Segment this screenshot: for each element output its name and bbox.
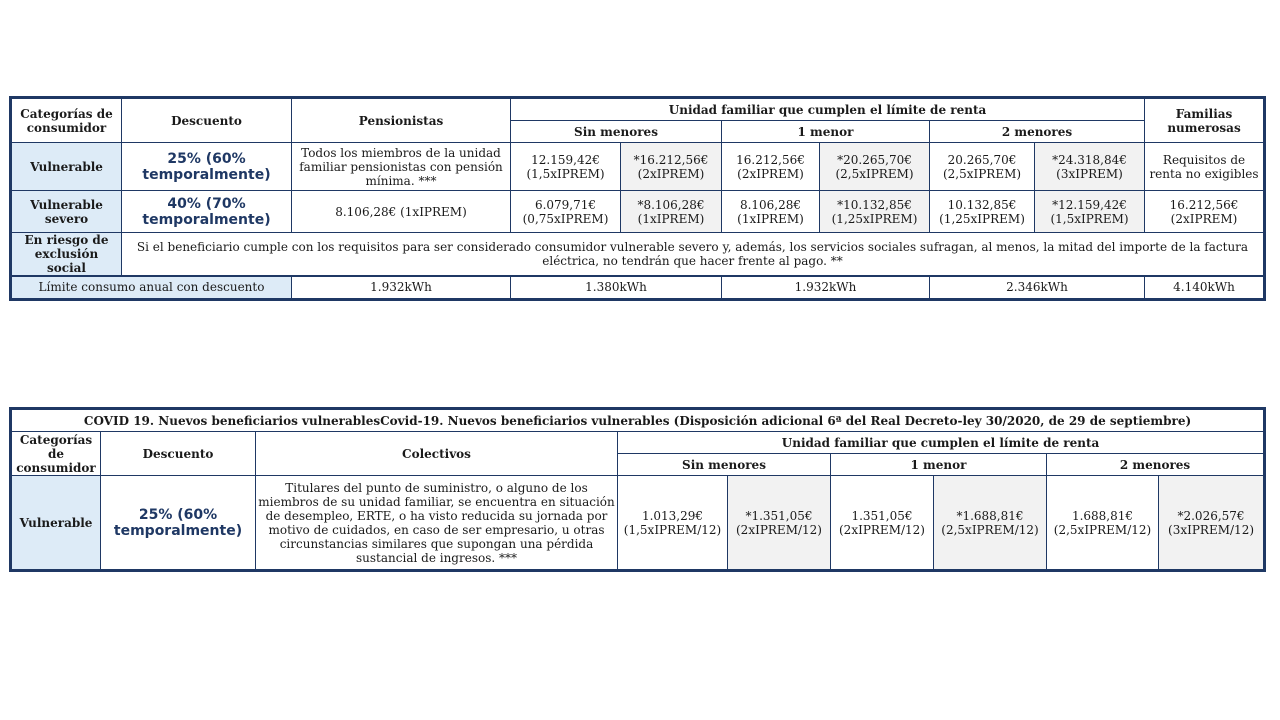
limite-value: 4.140kWh — [1145, 276, 1264, 298]
header-familias-numerosas: Familias numerosas — [1145, 99, 1264, 143]
cell-2-menores-alt: *24.318,84€ (3xIPREM) — [1035, 143, 1145, 191]
cell-sin-menores-alt: *1.351,05€ (2xIPREM/12) — [728, 476, 831, 570]
discount-vulnerable: 25% (60% temporalmente) — [101, 476, 256, 570]
header-pensionistas: Pensionistas — [292, 99, 511, 143]
covid-table-title: COVID 19. Nuevos beneficiarios vulnerablesCovid-19. Nuevos beneficiarios vulnerables (Disposición adicional 6ª del Real Decreto-ley 30/2020, de 29 de septiembre) — [12, 410, 1264, 432]
header-descuento: Descuento — [122, 99, 292, 143]
table-row — [12, 191, 1264, 233]
cell-sin-menores: 6.079,71€ (0,75xIPREM) — [511, 191, 621, 233]
row-label-vulnerable-severo: Vulnerable severo — [12, 191, 122, 233]
cell-1-menor-alt: *10.132,85€ (1,25xIPREM) — [820, 191, 930, 233]
limite-value: 1.932kWh — [292, 276, 511, 298]
discount-vulnerable-severo: 40% (70% temporalmente) — [122, 191, 292, 233]
header-sin-menores: Sin menores — [618, 454, 831, 476]
limite-value: 1.932kWh — [722, 276, 930, 298]
cell-1-menor: 1.351,05€ (2xIPREM/12) — [831, 476, 934, 570]
cell-1-menor: 16.212,56€ (2xIPREM) — [722, 143, 820, 191]
limite-value: 2.346kWh — [930, 276, 1145, 298]
cell-sin-menores: 1.013,29€ (1,5xIPREM/12) — [618, 476, 728, 570]
cell-1-menor-alt: *20.265,70€ (2,5xIPREM) — [820, 143, 930, 191]
row-label-vulnerable: Vulnerable — [12, 476, 101, 570]
cell-1-menor: 8.106,28€ (1xIPREM) — [722, 191, 820, 233]
header-1-menor: 1 menor — [722, 121, 930, 143]
cell-2-menores: 20.265,70€ (2,5xIPREM) — [930, 143, 1035, 191]
header-2-menores: 2 menores — [930, 121, 1145, 143]
header-2-menores: 2 menores — [1047, 454, 1264, 476]
table-row — [12, 233, 1264, 277]
cell-2-menores-alt: *12.159,42€ (1,5xIPREM) — [1035, 191, 1145, 233]
cell-1-menor-alt: *1.688,81€ (2,5xIPREM/12) — [934, 476, 1047, 570]
covid-beneficiaries-table — [11, 409, 1264, 570]
cell-2-menores: 1.688,81€ (2,5xIPREM/12) — [1047, 476, 1159, 570]
colectivos-text: Titulares del punto de suministro, o alguno de los miembros de su unidad familiar, se encuentra en situación de desempleo, ERTE, o ha visto reducida su jornada por motivo de cuidados, en caso de ser empresario, u otras circunstancias similares que supongan una pérdida sustancial de ingresos. *** — [256, 476, 618, 570]
cell-sin-menores-alt: *8.106,28€ (1xIPREM) — [621, 191, 722, 233]
table-row — [12, 276, 1264, 298]
cell-2-menores: 10.132,85€ (1,25xIPREM) — [930, 191, 1035, 233]
header-unidad-familiar: Unidad familiar que cumplen el límite de renta — [618, 432, 1264, 454]
header-categorias: Categorías de consumidor — [12, 99, 122, 143]
pensionistas-severo: 8.106,28€ (1xIPREM) — [292, 191, 511, 233]
row-label-riesgo: En riesgo de exclusión social — [12, 233, 122, 277]
limite-label: Límite consumo anual con descuento — [12, 276, 292, 298]
cell-sin-menores-alt: *16.212,56€ (2xIPREM) — [621, 143, 722, 191]
table-row — [12, 476, 1264, 570]
header-categorias: Categorías de consumidor — [12, 432, 101, 476]
discount-vulnerable: 25% (60% temporalmente) — [122, 143, 292, 191]
cell-2-menores-alt: *2.026,57€ (3xIPREM/12) — [1159, 476, 1264, 570]
row-label-vulnerable: Vulnerable — [12, 143, 122, 191]
header-colectivos: Colectivos — [256, 432, 618, 476]
table-row — [12, 143, 1264, 191]
limite-value: 1.380kWh — [511, 276, 722, 298]
familias-vulnerable: Requisitos de renta no exigibles — [1145, 143, 1264, 191]
vulnerable-consumer-table — [11, 98, 1264, 299]
header-descuento: Descuento — [101, 432, 256, 476]
cell-sin-menores: 12.159,42€ (1,5xIPREM) — [511, 143, 621, 191]
header-1-menor: 1 menor — [831, 454, 1047, 476]
familias-severo: 16.212,56€ (2xIPREM) — [1145, 191, 1264, 233]
header-sin-menores: Sin menores — [511, 121, 722, 143]
riesgo-text: Si el beneficiario cumple con los requisitos para ser considerado consumidor vulnerable severo y, además, los servicios sociales sufragan, al menos, la mitad del importe de la factura eléctrica, no tendrán que hacer frente al pago. ** — [122, 233, 1264, 277]
header-unidad-familiar: Unidad familiar que cumplen el límite de renta — [511, 99, 1145, 121]
pensionistas-vulnerable: Todos los miembros de la unidad familiar pensionistas con pensión mínima. *** — [292, 143, 511, 191]
